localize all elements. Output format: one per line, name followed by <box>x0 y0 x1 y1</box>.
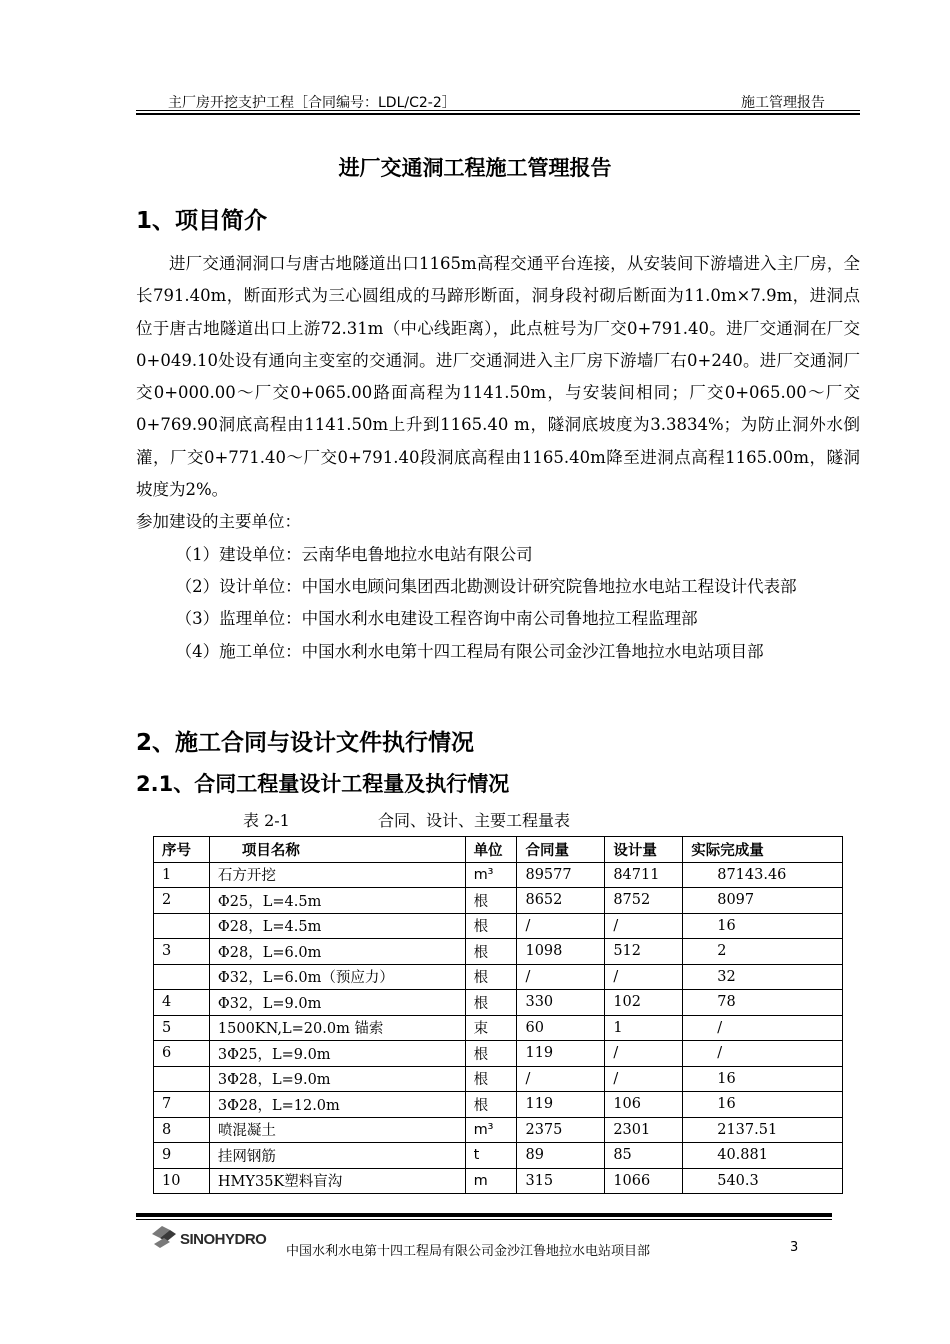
table-cell: 16 <box>683 1066 843 1092</box>
header-cell: 单位 <box>465 837 517 863</box>
header-cell: 序号 <box>154 837 210 863</box>
table-cell: 3Φ28，L=12.0m <box>209 1092 465 1118</box>
table-row <box>154 1041 843 1067</box>
table-cell: 540.3 <box>683 1168 843 1194</box>
unit-item: （3）监理单位：中国水利水电建设工程咨询中南公司鲁地拉工程监理部 <box>175 609 698 629</box>
table-cell: 2 <box>154 888 210 914</box>
table-cell: / <box>683 1041 843 1067</box>
table-cell: 8 <box>154 1117 210 1143</box>
table-cell: / <box>605 1041 683 1067</box>
table-cell: 87143.46 <box>683 862 843 888</box>
table-cell: 106 <box>605 1092 683 1118</box>
table-cell: 8097 <box>683 888 843 914</box>
logo-mark-icon <box>152 1226 176 1248</box>
table-row <box>154 1092 843 1118</box>
section-2-1-heading: 2.1、合同工程量设计工程量及执行情况 <box>136 772 510 796</box>
table-cell: 3Φ28，L=9.0m <box>209 1066 465 1092</box>
table-cell: m <box>465 1168 517 1194</box>
table-cell: 根 <box>465 1041 517 1067</box>
table-cell: 2375 <box>517 1117 605 1143</box>
table-cell: / <box>517 1066 605 1092</box>
table-row <box>154 913 843 939</box>
table-row <box>154 964 843 990</box>
table-cell: m³ <box>465 1117 517 1143</box>
header-rule-thick <box>136 113 860 115</box>
page-number: 3 <box>790 1240 799 1255</box>
table-cell: 石方开挖 <box>209 862 465 888</box>
table-cell: 8752 <box>605 888 683 914</box>
table-cell: 根 <box>465 1092 517 1118</box>
table-cell: 根 <box>465 964 517 990</box>
table-cell: 32 <box>683 964 843 990</box>
table-row <box>154 862 843 888</box>
unit-item: （2）设计单位：中国水电顾问集团西北勘测设计研究院鲁地拉水电站工程设计代表部 <box>175 576 797 596</box>
table-cell: 6 <box>154 1041 210 1067</box>
page-header-right: 施工管理报告 <box>741 95 825 111</box>
table-row <box>154 939 843 965</box>
table-cell: 78 <box>683 990 843 1016</box>
table-cell: 89577 <box>517 862 605 888</box>
table-cell: Φ32，L=6.0m（预应力） <box>209 964 465 990</box>
table-cell: 5 <box>154 1015 210 1041</box>
table-cell: 1500KN,L=20.0m 锚索 <box>209 1015 465 1041</box>
units-intro: 参加建设的主要单位： <box>136 512 301 532</box>
table-cell: 40.881 <box>683 1143 843 1169</box>
table-cell: 2137.51 <box>683 1117 843 1143</box>
table-cell <box>154 913 210 939</box>
table-cell: 束 <box>465 1015 517 1041</box>
table-cell: / <box>605 1066 683 1092</box>
table-cell: 512 <box>605 939 683 965</box>
table-cell: 8652 <box>517 888 605 914</box>
table-cell: 根 <box>465 990 517 1016</box>
unit-item: （1）建设单位：云南华电鲁地拉水电站有限公司 <box>175 544 533 564</box>
table-cell: / <box>605 913 683 939</box>
table-cell: m³ <box>465 862 517 888</box>
table-cell: / <box>517 913 605 939</box>
section-1-heading: 1、项目简介 <box>136 208 268 234</box>
table-row <box>154 1168 843 1194</box>
page-header-left: 主厂房开挖支护工程［合同编号：LDL/C2-2］ <box>168 95 456 111</box>
table-cell: 16 <box>683 913 843 939</box>
table-cell: 7 <box>154 1092 210 1118</box>
document-title: 进厂交通洞工程施工管理报告 <box>338 156 612 180</box>
table-row <box>154 990 843 1016</box>
table-cell: 2301 <box>605 1117 683 1143</box>
table-row <box>154 1117 843 1143</box>
table-cell: 喷混凝土 <box>209 1117 465 1143</box>
table-cell: 1066 <box>605 1168 683 1194</box>
table-cell: 1 <box>605 1015 683 1041</box>
table-cell: 85 <box>605 1143 683 1169</box>
table-cell: / <box>683 1015 843 1041</box>
quantities-table <box>153 836 843 1194</box>
table-cell: 9 <box>154 1143 210 1169</box>
footer-rule <box>136 1219 832 1220</box>
header-cell: 设计量 <box>605 837 683 863</box>
unit-item: （4）施工单位：中国水利水电第十四工程局有限公司金沙江鲁地拉水电站项目部 <box>175 641 764 661</box>
table-cell: 根 <box>465 888 517 914</box>
table-cell: 89 <box>517 1143 605 1169</box>
table-cell: 315 <box>517 1168 605 1194</box>
table-cell: 84711 <box>605 862 683 888</box>
section-2-heading: 2、施工合同与设计文件执行情况 <box>136 730 475 756</box>
section-1-body <box>136 248 860 668</box>
footer-company: 中国水利水电第十四工程局有限公司金沙江鲁地拉水电站项目部 <box>286 1244 651 1259</box>
table-cell: 330 <box>517 990 605 1016</box>
table-cell: 挂网钢筋 <box>209 1143 465 1169</box>
table-cell: 16 <box>683 1092 843 1118</box>
table-cell <box>154 964 210 990</box>
table-cell <box>154 1066 210 1092</box>
table-row <box>154 1066 843 1092</box>
table-cell: 10 <box>154 1168 210 1194</box>
table-cell: 根 <box>465 939 517 965</box>
header-cell: 合同量 <box>517 837 605 863</box>
table-cell: 1098 <box>517 939 605 965</box>
header-cell: 实际完成量 <box>683 837 843 863</box>
project-intro-paragraph: 进厂交通洞洞口与唐古地隧道出口1165m高程交通平台连接，从安装间下游墙进入主厂房，全长791.40m，断面形式为三心圆组成的马蹄形断面，洞身段衬砌后断面为11.0m×7.9m，进洞点位于唐古地隧道出口上游72.31m（中心线距离），此点桩号为厂交0+791.40。进厂交通洞在厂交0+049.10处设有通向主变室的交通洞。进厂交通洞进入主厂房下游墙厂右0+240。进厂交通洞厂交0+000.00～厂交0+065.00路面高程为1141.50m，与安装间相同；厂交0+065.00～厂交0+769.90洞底高程由1141.50m上升到1165.40 m，隧洞底坡度为3.3834%；为防止洞外水倒灌，厂交0+771.40～厂交0+791.40段洞底高程由1165.40m降至进洞点高程1165.00m，隧洞坡度为2%。 <box>136 254 860 500</box>
logo-wordmark: SINOHYDRO <box>180 1231 267 1248</box>
table-cell: Φ28，L=4.5m <box>209 913 465 939</box>
table-header-row <box>154 837 843 863</box>
sinohydro-logo <box>150 1222 278 1252</box>
table-row <box>154 1015 843 1041</box>
table-row <box>154 1143 843 1169</box>
table-cell: / <box>605 964 683 990</box>
table-cell: 119 <box>517 1092 605 1118</box>
table-cell: HMY35K塑料盲沟 <box>209 1168 465 1194</box>
header-cell: 项目名称 <box>209 837 465 863</box>
table-cell: 102 <box>605 990 683 1016</box>
table-cell: 60 <box>517 1015 605 1041</box>
table-cell: 1 <box>154 862 210 888</box>
table-cell: / <box>517 964 605 990</box>
header-rule <box>136 110 860 111</box>
table-cell: 3 <box>154 939 210 965</box>
table-cell: 119 <box>517 1041 605 1067</box>
table-cell: t <box>465 1143 517 1169</box>
table-cell: 3Φ25，L=9.0m <box>209 1041 465 1067</box>
table-cell: 2 <box>683 939 843 965</box>
footer-rule-thick <box>136 1213 832 1217</box>
table-row <box>154 888 843 914</box>
table-cell: 根 <box>465 1066 517 1092</box>
table-cell: 4 <box>154 990 210 1016</box>
table-cell: Φ25，L=4.5m <box>209 888 465 914</box>
table-cell: Φ28，L=6.0m <box>209 939 465 965</box>
table-caption-number: 表 2-1 <box>243 811 290 830</box>
table-cell: 根 <box>465 913 517 939</box>
table-caption-title: 合同、设计、主要工程量表 <box>378 811 571 830</box>
table-cell: Φ32，L=9.0m <box>209 990 465 1016</box>
